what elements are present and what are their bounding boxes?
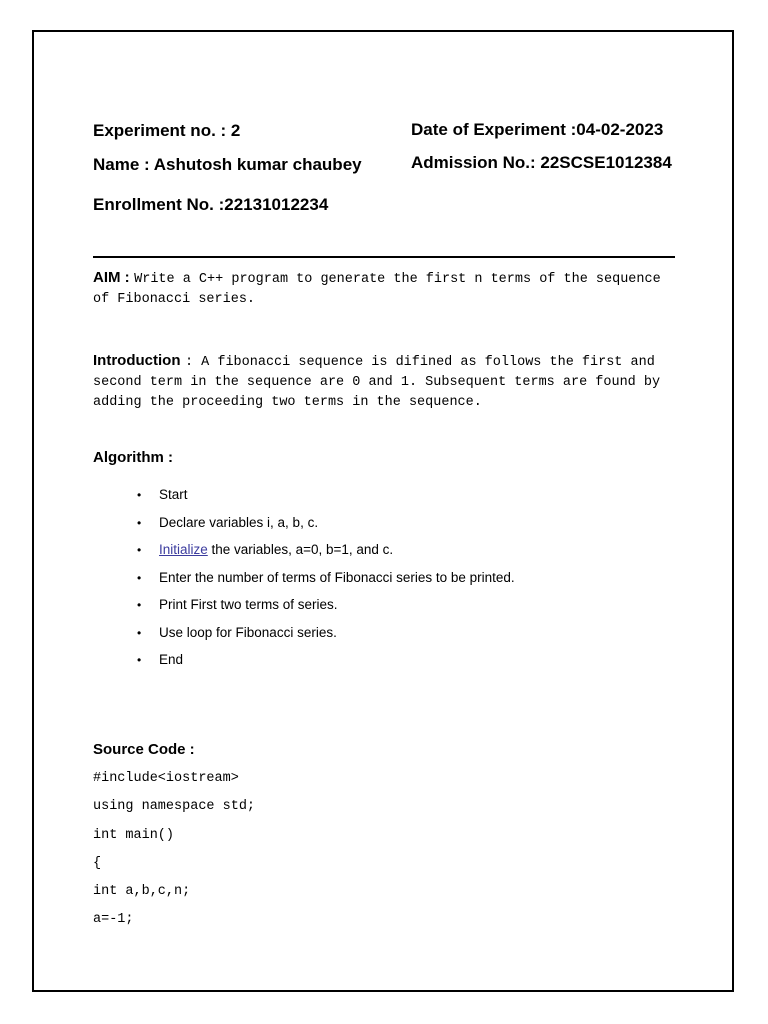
date-of-experiment: Date of Experiment :04-02-2023 bbox=[411, 120, 664, 139]
code-line: int main() bbox=[93, 827, 175, 843]
code-line: #include<iostream> bbox=[93, 771, 239, 786]
algorithm-steps bbox=[137, 486, 515, 679]
aim-text: Write a C++ program to generate the first n terms of the sequence of Fibonacci series. bbox=[93, 272, 661, 307]
list-item: • Use loop for Fibonacci series. bbox=[137, 624, 337, 640]
bullet-icon: • bbox=[137, 543, 142, 557]
list-item: • End bbox=[137, 652, 184, 667]
bullet-icon: • bbox=[137, 598, 142, 612]
introduction-label: Introduction bbox=[93, 352, 181, 369]
header-divider bbox=[93, 256, 675, 258]
list-item: • Print First two terms of series. bbox=[137, 597, 338, 612]
code-line: int a,b,c,n; bbox=[93, 884, 191, 900]
bullet-icon: • bbox=[137, 570, 142, 585]
source-code-label: Source Code : bbox=[93, 741, 195, 758]
list-item: • Declare variables i, a, b, c. bbox=[137, 514, 319, 530]
list-item: • Enter the number of terms of Fibonacci series to be printed. bbox=[137, 569, 515, 585]
code-line: a=-1; bbox=[93, 912, 134, 928]
aim-section bbox=[93, 269, 673, 309]
bullet-icon: • bbox=[137, 625, 142, 640]
algorithm-label: Algorithm : bbox=[93, 449, 173, 466]
student-name: Name : Ashutosh kumar chaubey bbox=[93, 155, 362, 174]
code-line: { bbox=[93, 855, 102, 871]
enrollment-number: Enrollment No. :22131012234 bbox=[93, 195, 329, 214]
list-item: • Initialize the variables, a=0, b=1, and c. bbox=[137, 542, 394, 557]
introduction-section bbox=[93, 352, 663, 412]
experiment-number: Experiment no. : 2 bbox=[93, 121, 241, 140]
bullet-icon: • bbox=[137, 515, 142, 530]
code-line: using namespace std; bbox=[93, 799, 256, 815]
aim-label: AIM : bbox=[93, 269, 130, 286]
bullet-icon: • bbox=[137, 653, 142, 667]
bullet-icon: • bbox=[137, 488, 142, 502]
introduction-text: : A fibonacci sequence is difined as follows the first and second term in the sequence are 0 and 1. Subsequent terms are found by adding the proceeding two terms in the sequence. bbox=[93, 355, 661, 410]
list-item: • Start bbox=[137, 487, 188, 502]
source-code-block bbox=[93, 770, 255, 940]
admission-number: Admission No.: 22SCSE1012384 bbox=[411, 153, 672, 172]
initialize-link[interactable]: Initialize bbox=[159, 542, 208, 557]
